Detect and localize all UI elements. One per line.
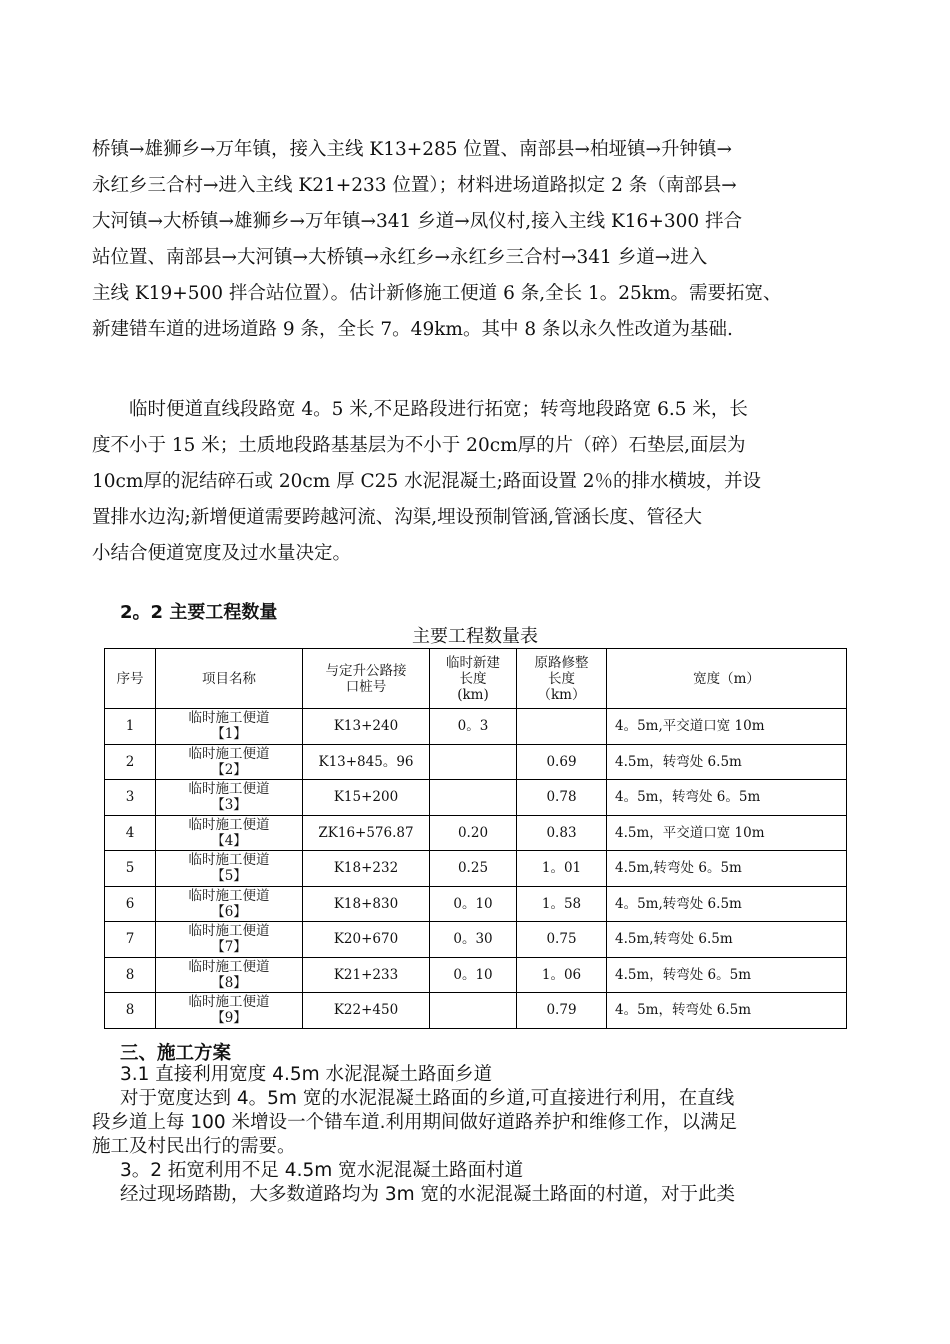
road-number: 【7】 xyxy=(211,939,247,956)
road-name-line: 临时施工便道 xyxy=(188,745,270,762)
quantity-table xyxy=(104,648,847,1029)
cell-width: 4。5m，转弯处 6。5m xyxy=(607,780,847,816)
cell-width: 4.5m，平交道口宽 10m xyxy=(607,815,847,851)
road-name-line: 临时施工便道 xyxy=(188,958,270,975)
cell-width: 4。5m,转弯处 6.5m xyxy=(607,886,847,922)
cell-station: K13+240 xyxy=(303,709,430,745)
cell-new-length xyxy=(430,993,517,1029)
table-row xyxy=(105,922,847,958)
cell-new-length: 0。30 xyxy=(430,922,517,958)
road-name-line: 临时施工便道 xyxy=(188,994,270,1011)
header-line: 长度 xyxy=(548,670,575,687)
cell-station: K21+233 xyxy=(303,957,430,993)
cell-new-length xyxy=(430,744,517,780)
table-row xyxy=(105,886,847,922)
table-row xyxy=(105,815,847,851)
cell-station: K22+450 xyxy=(303,993,430,1029)
cell-repair-length: 0.69 xyxy=(517,744,607,780)
cell-width: 4。5m,平交道口宽 10m xyxy=(607,709,847,745)
table-header-row xyxy=(105,649,847,709)
table-body xyxy=(105,709,847,1029)
cell-no: 3 xyxy=(105,780,156,816)
text-line: 新建错车道的进场道路 9 条，全长 7。49km。其中 8 条以永久性改道为基础. xyxy=(92,319,733,340)
text-line: 度不小于 15 米；土质地段路基基层为不小于 20cm厚的片（碎）石垫层,面层为 xyxy=(92,435,746,456)
road-name-line: 临时施工便道 xyxy=(188,887,270,904)
cell-no: 8 xyxy=(105,993,156,1029)
header-line: 与定升公路接 xyxy=(325,662,407,679)
cell-new-length: 0.25 xyxy=(430,851,517,887)
cell-width: 4.5m，转弯处 6.5m xyxy=(607,744,847,780)
cell-name xyxy=(156,851,303,887)
text-line: 小结合便道宽度及过水量决定。 xyxy=(92,543,352,564)
cell-repair-length xyxy=(517,709,607,745)
road-number: 【4】 xyxy=(211,832,247,849)
header-line: 长度 xyxy=(459,670,487,687)
cell-no: 5 xyxy=(105,851,156,887)
cell-repair-length: 0.75 xyxy=(517,922,607,958)
cell-station: K15+200 xyxy=(303,780,430,816)
cell-no: 7 xyxy=(105,922,156,958)
cell-station: K20+670 xyxy=(303,922,430,958)
road-name-line: 临时施工便道 xyxy=(188,781,270,798)
cell-name xyxy=(156,744,303,780)
cell-new-length: 0。10 xyxy=(430,957,517,993)
text-line: 临时便道直线段路宽 4。5 米,不足路段进行拓宽；转弯地段路宽 6.5 米，长 xyxy=(92,399,748,420)
cell-repair-length: 1。58 xyxy=(517,886,607,922)
cell-repair-length: 1。06 xyxy=(517,957,607,993)
road-number: 【1】 xyxy=(211,726,247,743)
road-number: 【2】 xyxy=(211,761,247,778)
header-line: (km) xyxy=(457,686,489,703)
cell-new-length: 0。3 xyxy=(430,709,517,745)
table-row xyxy=(105,744,847,780)
road-number: 【8】 xyxy=(211,974,247,991)
cell-name xyxy=(156,993,303,1029)
road-number: 【5】 xyxy=(211,868,247,885)
road-name-line: 临时施工便道 xyxy=(188,852,270,869)
cell-new-length: 0.20 xyxy=(430,815,517,851)
cell-name xyxy=(156,957,303,993)
cell-no: 6 xyxy=(105,886,156,922)
cell-width: 4.5m,转弯处 6。5m xyxy=(607,851,847,887)
cell-station: K13+845。96 xyxy=(303,744,430,780)
cell-no: 1 xyxy=(105,709,156,745)
road-name-line: 临时施工便道 xyxy=(188,923,270,940)
paragraph-roads xyxy=(92,132,862,348)
text-line: 大河镇→大桥镇→雄狮乡→万年镇→341 乡道→凤仪村,接入主线 K16+300 拌合 xyxy=(92,211,743,232)
cell-name xyxy=(156,886,303,922)
subsection-3-1-body-cont xyxy=(92,1111,860,1159)
header-new-length xyxy=(430,649,517,709)
subsection-title: 3。2 拓宽利用不足 4.5m 宽水泥混凝土路面村道 xyxy=(120,1160,524,1181)
cell-repair-length: 1。01 xyxy=(517,851,607,887)
cell-width: 4。5m，转弯处 6.5m xyxy=(607,993,847,1029)
cell-station: K18+232 xyxy=(303,851,430,887)
header-line: 临时新建 xyxy=(446,654,500,671)
road-number: 【6】 xyxy=(211,903,247,920)
road-number: 【9】 xyxy=(211,1010,247,1027)
table-row xyxy=(105,957,847,993)
text-line: 站位置、南部县→大河镇→大桥镇→永红乡→永红乡三合村→341 乡道→进入 xyxy=(92,247,708,268)
text-line: 段乡道上每 100 米增设一个错车道.利用期间做好道路养护和维修工作，以满足 xyxy=(92,1112,737,1133)
table-row xyxy=(105,993,847,1029)
paragraph-temporary-road-spec xyxy=(92,392,862,572)
cell-new-length: 0。10 xyxy=(430,886,517,922)
text-line: 对于宽度达到 4。5m 宽的水泥混凝土路面的乡道,可直接进行利用，在直线 xyxy=(120,1088,735,1109)
cell-width: 4.5m，转弯处 6。5m xyxy=(607,957,847,993)
cell-station: K18+830 xyxy=(303,886,430,922)
road-name-line: 临时施工便道 xyxy=(188,816,270,833)
table-row xyxy=(105,709,847,745)
subsection-3-2 xyxy=(120,1159,860,1207)
cell-repair-length: 0.78 xyxy=(517,780,607,816)
cell-no: 2 xyxy=(105,744,156,780)
text-line: 置排水边沟;新增便道需要跨越河流、沟渠,埋设预制管涵,管涵长度、管径大 xyxy=(92,507,702,528)
text-line: 永红乡三合村→进入主线 K21+233 位置）；材料进场道路拟定 2 条（南部县→ xyxy=(92,175,737,196)
cell-width: 4.5m,转弯处 6.5m xyxy=(607,922,847,958)
header-line: 口桩号 xyxy=(345,678,387,695)
cell-station: ZK16+576.87 xyxy=(303,815,430,851)
cell-name xyxy=(156,815,303,851)
cell-new-length xyxy=(430,780,517,816)
text-line: 施工及村民出行的需要。 xyxy=(92,1136,296,1157)
header-line: 原路修整 xyxy=(534,654,589,671)
header-line: （km） xyxy=(537,686,586,703)
subsection-title: 3.1 直接利用宽度 4.5m 水泥混凝土路面乡道 xyxy=(120,1064,493,1085)
cell-no: 8 xyxy=(105,957,156,993)
cell-repair-length: 0.83 xyxy=(517,815,607,851)
table-row xyxy=(105,780,847,816)
header-repair-length xyxy=(517,649,607,709)
text-line: 主线 K19+500 拌合站位置）。估计新修施工便道 6 条,全长 1。25km。需要拓宽、 xyxy=(92,283,782,304)
table-caption: 主要工程数量表 xyxy=(412,626,538,647)
text-line: 桥镇→雄狮乡→万年镇，接入主线 K13+285 位置、南部县→柏垭镇→升钟镇→ xyxy=(92,139,732,160)
road-number: 【3】 xyxy=(211,797,247,814)
header-width: 宽度（m） xyxy=(607,649,847,709)
cell-name xyxy=(156,709,303,745)
cell-name xyxy=(156,922,303,958)
text-line: 经过现场踏勘，大多数道路均为 3m 宽的水泥混凝土路面的村道，对于此类 xyxy=(120,1184,736,1205)
subsection-3-1 xyxy=(120,1063,860,1087)
cell-no: 4 xyxy=(105,815,156,851)
subsection-3-1-body xyxy=(120,1087,860,1111)
cell-name xyxy=(156,780,303,816)
table-row xyxy=(105,851,847,887)
header-no: 序号 xyxy=(105,649,156,709)
text-line: 10cm厚的泥结碎石或 20cm 厚 C25 水泥混凝土;路面设置 2％的排水横坡，并设 xyxy=(92,471,761,492)
road-name-line: 临时施工便道 xyxy=(188,710,270,727)
header-station xyxy=(303,649,430,709)
section-heading-2-2: 2。2 主要工程数量 xyxy=(120,602,278,623)
cell-repair-length: 0.79 xyxy=(517,993,607,1029)
section-heading-3: 三、施工方案 xyxy=(120,1043,232,1064)
header-name: 项目名称 xyxy=(156,649,303,709)
